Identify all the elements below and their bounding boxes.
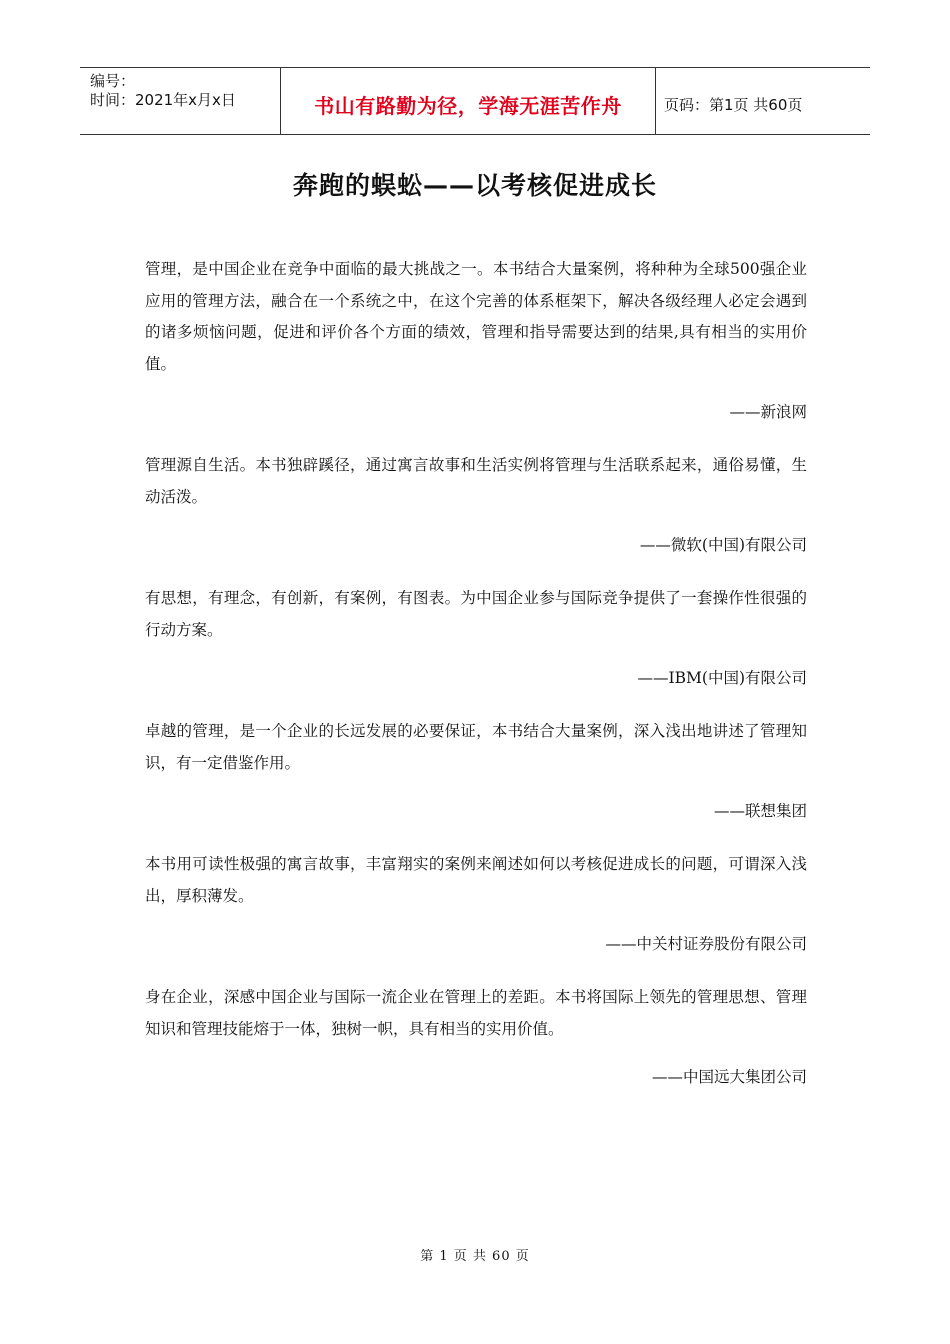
quote-text: 有思想，有理念，有创新，有案例，有图表。为中国企业参与国际竞争提供了一套操作性很强的行动方案。: [145, 589, 807, 639]
page-info: 页码：第1页 共60页: [664, 95, 803, 114]
time-label: 时间：2021年x月x日: [90, 91, 236, 109]
quote-text: 本书用可读性极强的寓言故事，丰富翔实的案例来阐述如何以考核促进成长的问题，可谓深入浅出，厚积薄发。: [145, 855, 807, 905]
quote-block: [145, 982, 807, 1093]
motto: 书山有路勤为径，学海无涯苦作舟: [314, 93, 622, 118]
header-meta-cell: [80, 68, 281, 134]
header-motto-cell: [281, 68, 656, 134]
quote-source: ——联想集团: [713, 802, 807, 820]
document-title: 奔跑的蜈蚣——以考核促进成长: [292, 171, 657, 200]
quote-source: ——中国远大集团公司: [651, 1068, 807, 1086]
quote-block: [145, 716, 807, 827]
quotes-section: [145, 254, 807, 1115]
page-footer: 第 1 页 共 60 页: [420, 1249, 530, 1264]
quote-source: ——新浪网: [729, 403, 807, 421]
quote-block: [145, 849, 807, 960]
quote-block: [145, 254, 807, 428]
quote-text: 管理，是中国企业在竞争中面临的最大挑战之一。本书结合大量案例，将种种为全球500强企业应用的管理方法，融合在一个系统之中，在这个完善的体系框架下，解决各级经理人必定会遇到的诸多烦恼问题，促进和评价各个方面的绩效，管理和指导需要达到的结果,具有相当的实用价值。: [145, 260, 807, 373]
quote-block: [145, 583, 807, 694]
quote-source: ——微软(中国)有限公司: [639, 536, 807, 554]
quote-text: 管理源自生活。本书独辟蹊径，通过寓言故事和生活实例将管理与生活联系起来，通俗易懂，生动活泼。: [145, 456, 807, 506]
serial-label: 编号：: [90, 72, 136, 90]
quote-text: 身在企业，深感中国企业与国际一流企业在管理上的差距。本书将国际上领先的管理思想、管理知识和管理技能熔于一体，独树一帜，具有相当的实用价值。: [145, 988, 807, 1038]
quote-source: ——IBM(中国)有限公司: [637, 669, 807, 687]
quote-text: 卓越的管理，是一个企业的长远发展的必要保证，本书结合大量案例，深入浅出地讲述了管理知识，有一定借鉴作用。: [145, 722, 807, 772]
quote-source: ——中关村证券股份有限公司: [605, 935, 807, 953]
header-table: [80, 67, 870, 135]
header-page-cell: [656, 68, 870, 134]
quote-block: [145, 450, 807, 561]
